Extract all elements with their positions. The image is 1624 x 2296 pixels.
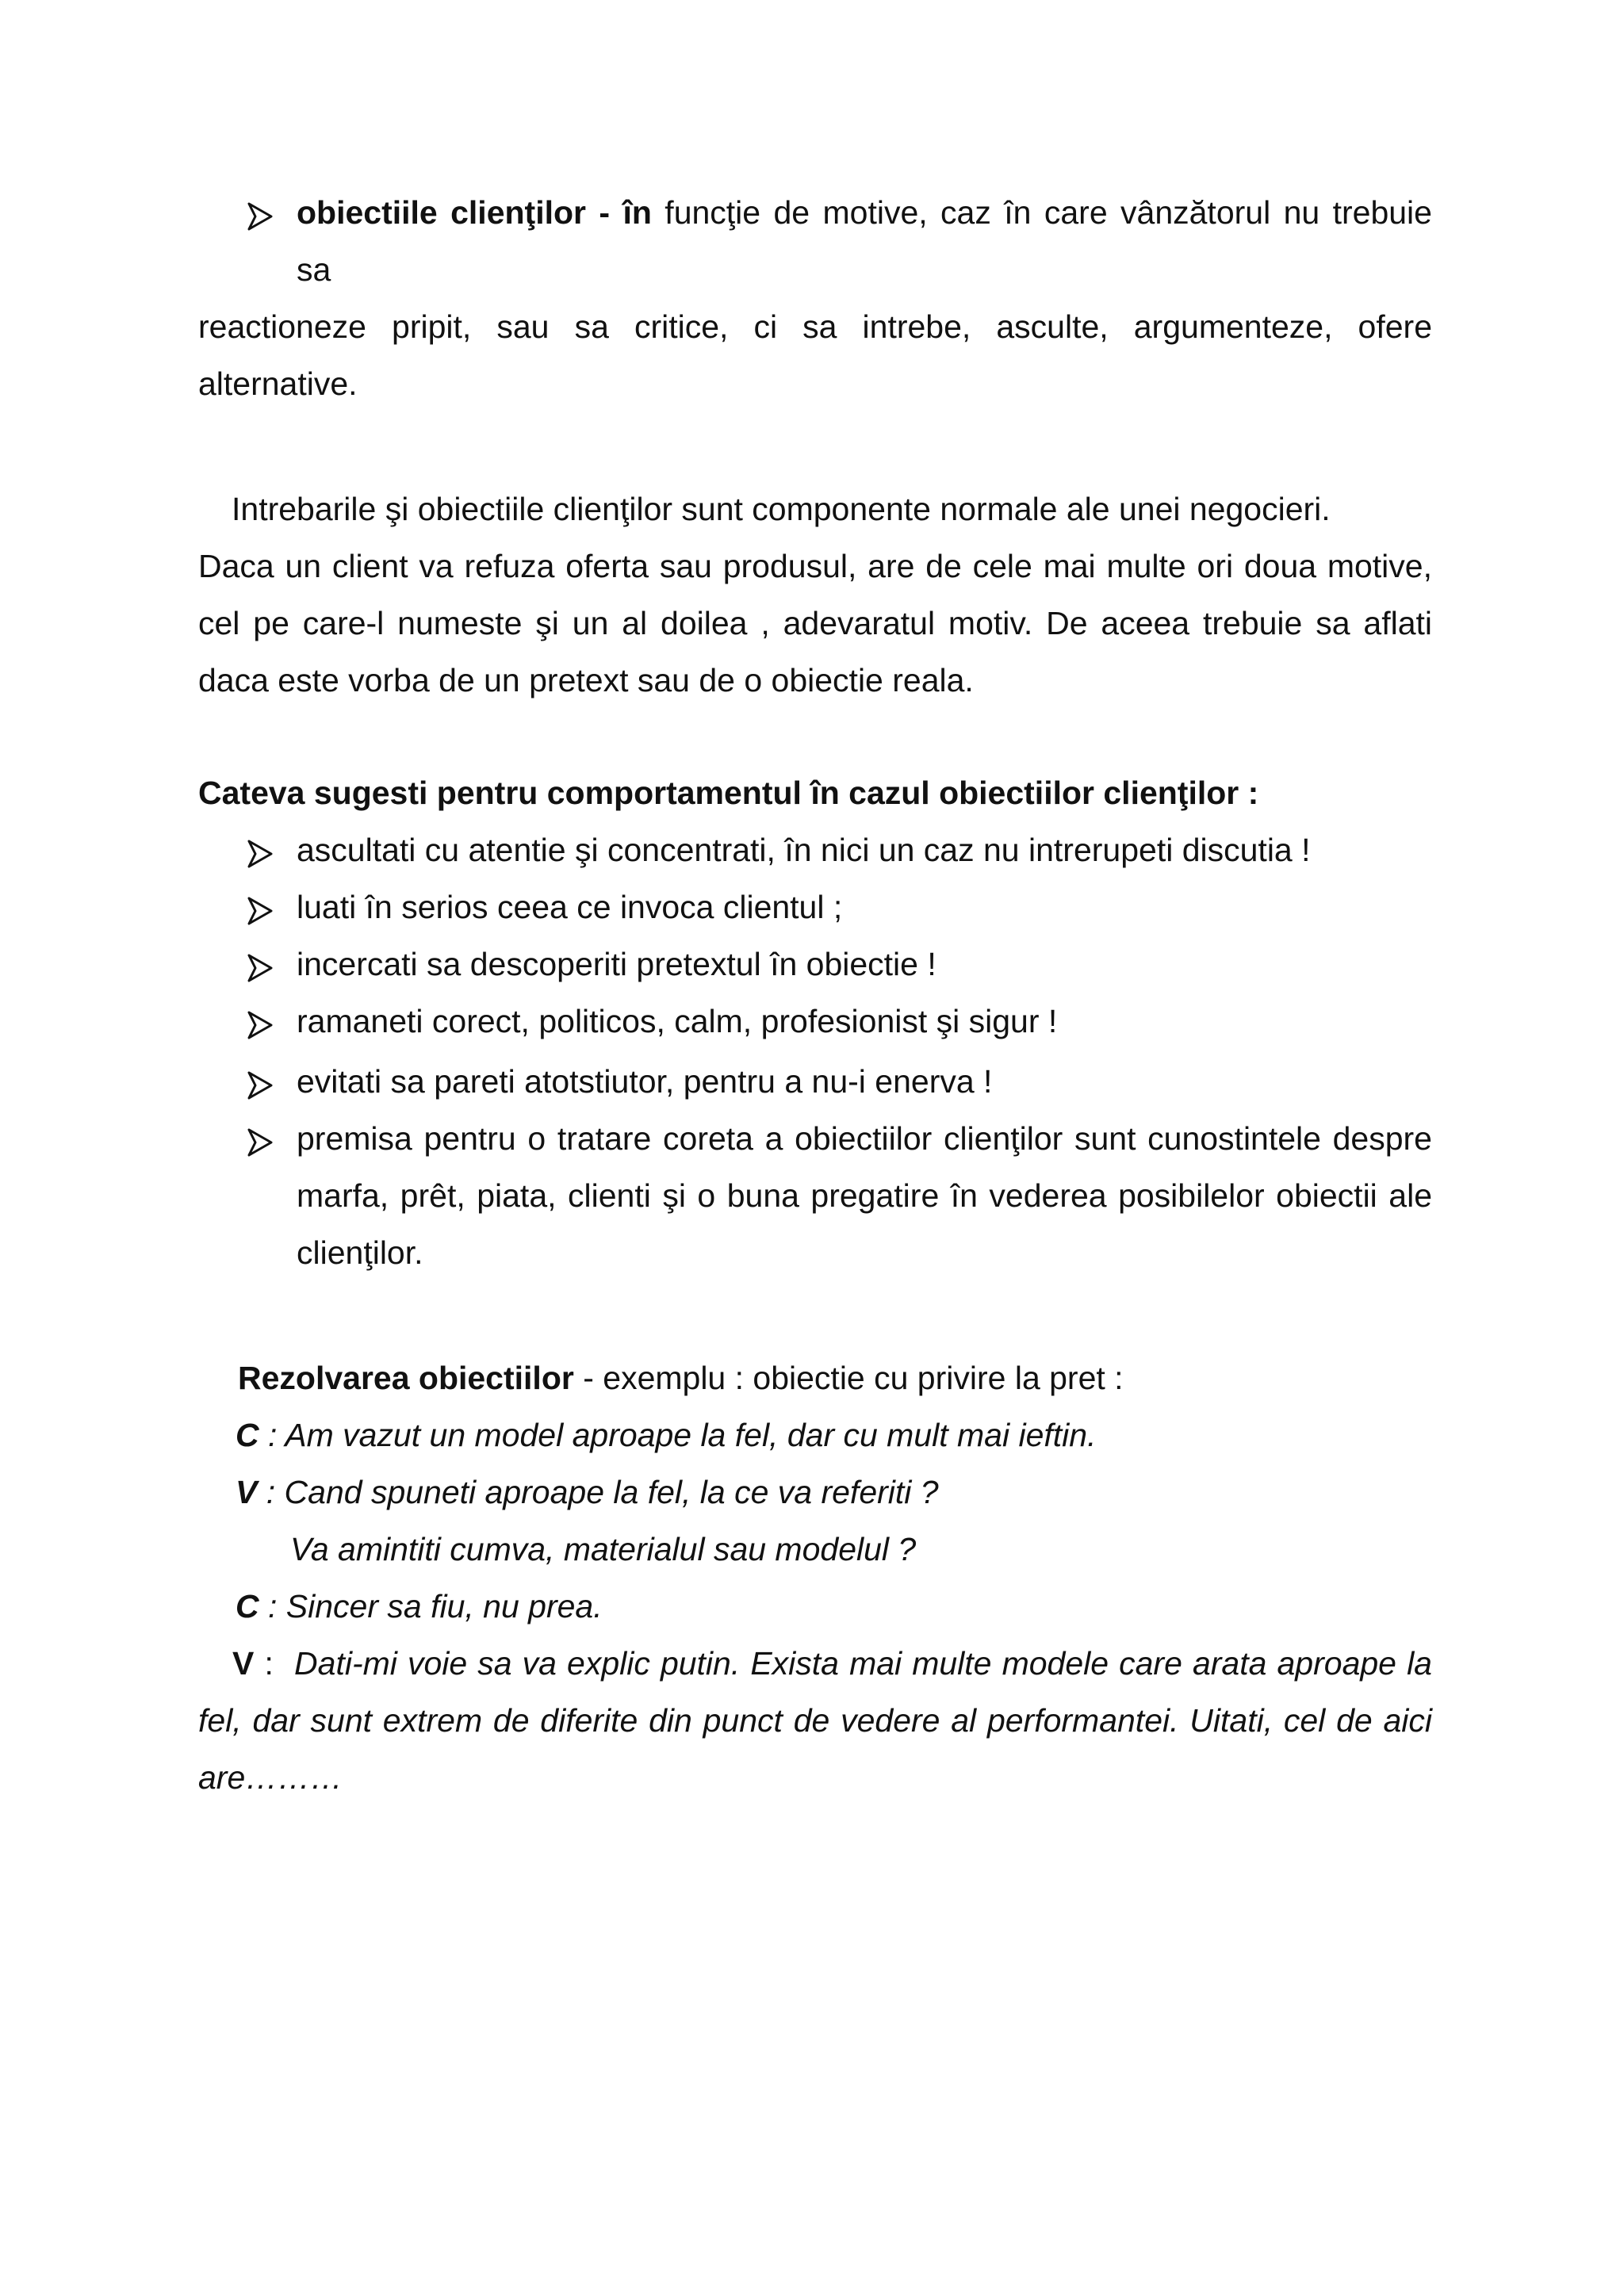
suggestion-item: ramaneti corect, politicos, calm, profesionist şi sigur !	[297, 1003, 1058, 1039]
suggestion-last-line1: premisa pentru o tratare coreta a obiectiilor clienţilor sunt cunostintele despre	[297, 1120, 1432, 1157]
dialogue-vendor-line1-cont: Va amintiti cumva, materialul sau modelul ?	[290, 1531, 917, 1567]
dialogue-vendor-line2-cont: fel, dar sunt extrem de diferite din punct de vedere al performantei. Uitati, cel de aici	[198, 1702, 1432, 1739]
suggestions-heading: Cateva sugesti pentru comportamentul în cazul obiectiilor clienţilor :	[198, 775, 1259, 811]
dialogue-vendor-line1	[236, 1473, 939, 1512]
arrowhead-bullet-icon	[247, 838, 274, 870]
client-text: : Am vazut un model aproape la fel, dar cu mult mai ieftin.	[259, 1417, 1097, 1453]
arrowhead-bullet-icon	[247, 1127, 274, 1158]
suggestion-item: ascultati cu atentie şi concentrati, în nici un caz nu intrerupeti discutia !	[297, 832, 1311, 868]
arrowhead-bullet-icon	[247, 1070, 274, 1101]
client-label: C	[236, 1588, 259, 1624]
arrowhead-bullet-icon	[247, 1009, 274, 1041]
bullet-objections-in: în	[622, 194, 652, 231]
bullet-objections-line3: reactioneze pripit, sau sa critice, ci sa intrebe, asculte, argumenteze, ofere	[198, 308, 1432, 345]
suggestion-item: luati în serios ceea ce invoca clientul ;	[297, 889, 843, 925]
vendor-colon: :	[254, 1645, 274, 1682]
bullet-objections-term: obiectiile clienţilor	[297, 194, 586, 231]
dialogue-vendor-line2-end: are………	[198, 1759, 343, 1796]
client-label: C	[236, 1417, 259, 1453]
bullet-objections-dash: -	[585, 194, 623, 231]
vendor-label: V	[232, 1645, 255, 1682]
bullet-objections-line1	[297, 193, 1432, 232]
vendor-label: V	[236, 1474, 258, 1510]
bullet-objections-line2: sa	[297, 251, 331, 288]
dialogue-vendor-line2	[232, 1644, 1432, 1683]
arrowhead-bullet-icon	[247, 895, 274, 927]
vendor-text: : Cand spuneti aproape la fel, la ce va referiti ?	[257, 1474, 939, 1510]
dialogue-heading	[238, 1359, 1124, 1398]
vendor-text: Dati-mi voie sa va explic putin. Exista mai multe modele care arata aproape la	[294, 1645, 1432, 1682]
arrowhead-bullet-icon	[247, 952, 274, 984]
paragraph-line4: daca este vorba de un pretext sau de o obiectie reala.	[198, 662, 974, 698]
paragraph-line2: Daca un client va refuza oferta sau produsul, are de cele mai multe ori doua motive,	[198, 548, 1432, 584]
suggestion-item: incercati sa descoperiti pretextul în obiectie !	[297, 946, 936, 982]
arrowhead-bullet-icon	[247, 201, 274, 232]
dialogue-client-line1	[236, 1416, 1096, 1455]
dialogue-heading-title: Rezolvarea obiectiilor	[238, 1360, 574, 1396]
bullet-objections-text: funcţie de motive, caz în care vânzătorul nu trebuie	[665, 194, 1432, 231]
paragraph-line3: cel pe care-l numeste şi un al doilea , adevaratul motiv. De aceea trebuie sa aflati	[198, 605, 1432, 641]
bullet-objections-line4: alternative.	[198, 365, 358, 402]
paragraph-line1: Intrebarile şi obiectiile clienţilor sunt componente normale ale unei negocieri.	[232, 491, 1331, 527]
dialogue-heading-rest: - exemplu : obiectie cu privire la pret :	[573, 1360, 1124, 1396]
suggestion-last-line2: marfa, prêt, piata, clienti şi o buna pregatire în vederea posibilelor obiectii ale	[297, 1177, 1432, 1214]
suggestion-last-line3: clienţilor.	[297, 1234, 423, 1271]
dialogue-client-line2	[236, 1587, 603, 1626]
client-text: : Sincer sa fiu, nu prea.	[259, 1588, 603, 1624]
suggestion-item: evitati sa pareti atotstiutor, pentru a nu-i enerva !	[297, 1063, 993, 1100]
